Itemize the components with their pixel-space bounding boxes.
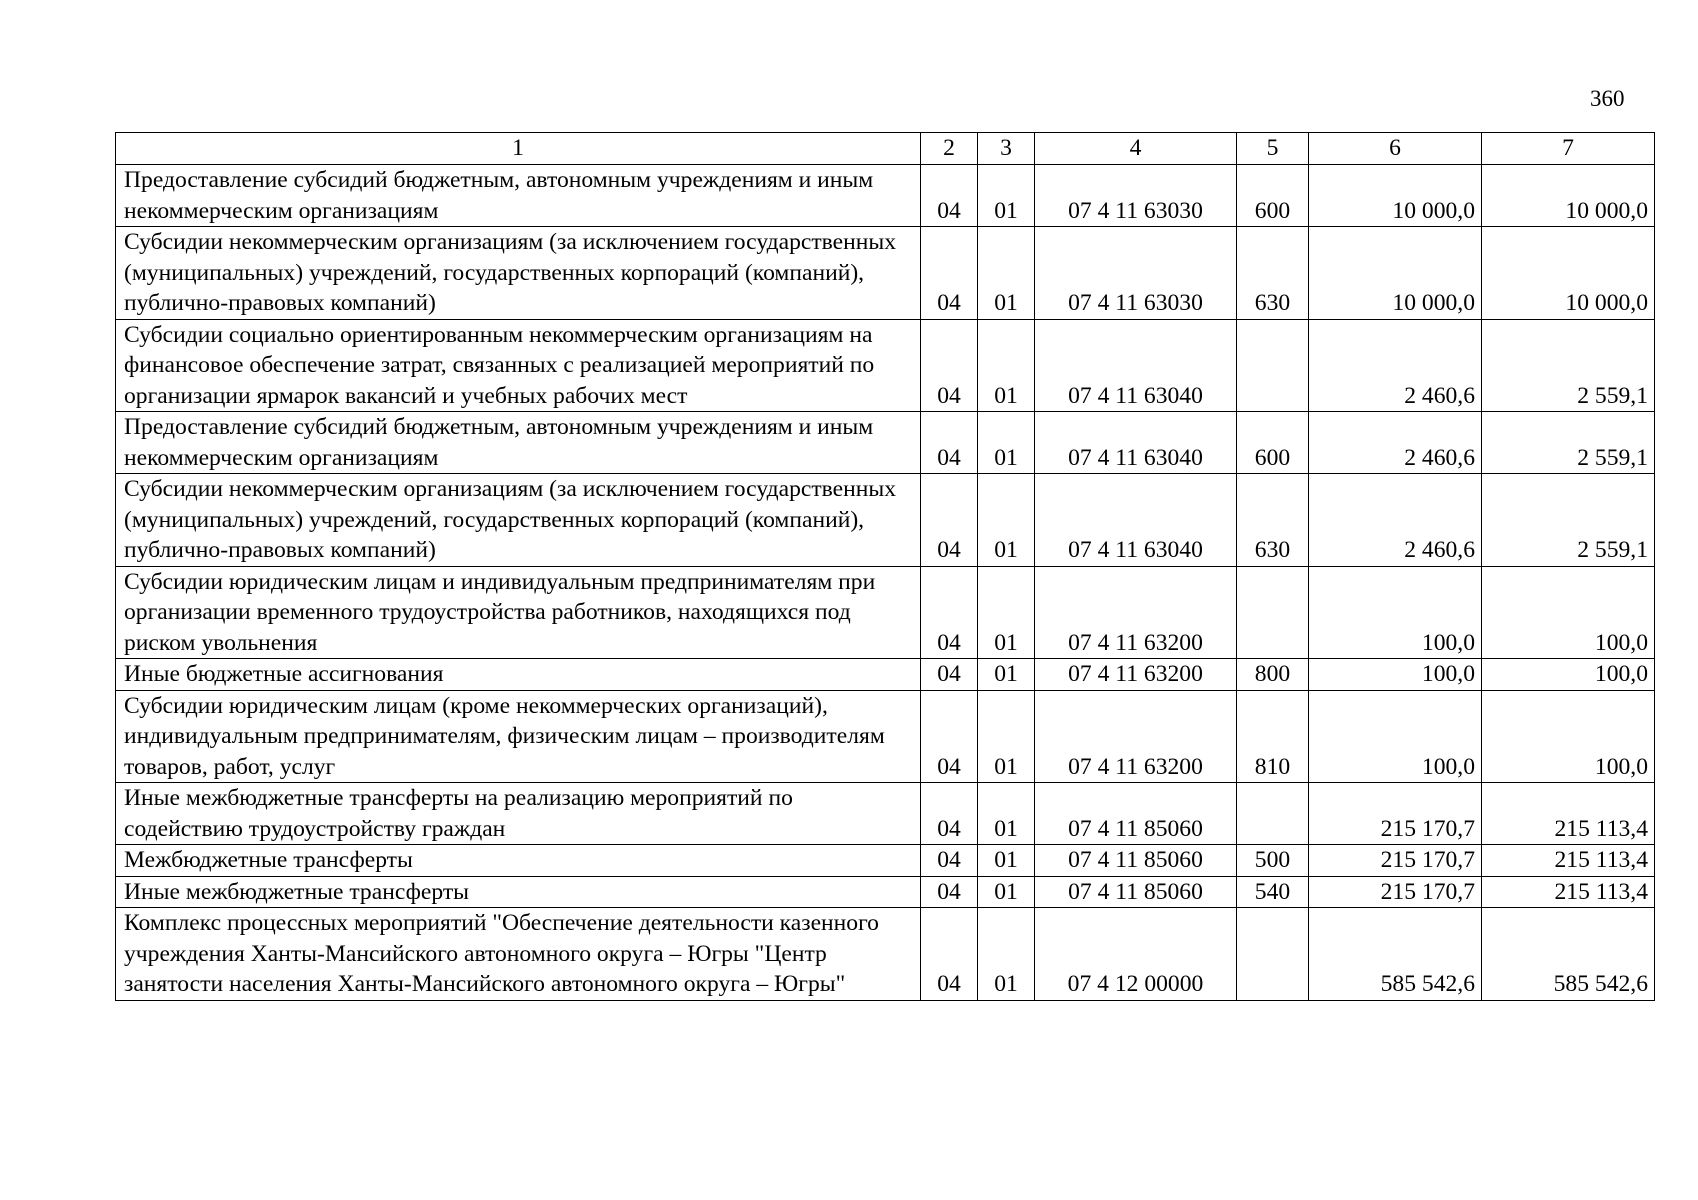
subsection-code-cell: 01 xyxy=(978,876,1035,908)
target-article-cell: 07 4 11 63040 xyxy=(1035,412,1237,474)
table-row xyxy=(116,659,1655,691)
section-code-cell: 04 xyxy=(921,845,978,877)
target-article-cell: 07 4 11 85060 xyxy=(1035,783,1237,845)
subsection-code-cell: 01 xyxy=(978,845,1035,877)
target-article-cell: 07 4 11 63040 xyxy=(1035,319,1237,412)
column-header: 1 xyxy=(116,133,921,165)
amount-col7-cell: 585 542,6 xyxy=(1482,908,1655,1001)
section-code-cell: 04 xyxy=(921,227,978,320)
target-article-cell: 07 4 11 63200 xyxy=(1035,690,1237,783)
amount-col6-cell: 215 170,7 xyxy=(1309,783,1482,845)
amount-col6-cell: 100,0 xyxy=(1309,566,1482,659)
amount-col6-cell: 2 460,6 xyxy=(1309,319,1482,412)
budget-table xyxy=(115,132,1655,1001)
subsection-code-cell: 01 xyxy=(978,908,1035,1001)
row-name-cell: Предоставление субсидий бюджетным, автономным учреждениям и иным некоммерческим организациям xyxy=(116,412,921,474)
subsection-code-cell: 01 xyxy=(978,319,1035,412)
row-name-cell: Субсидии социально ориентированным некоммерческим организациям на финансовое обеспечение затрат, связанных с реализацией мероприятий по организации ярмарок вакансий и учебных рабочих мест xyxy=(116,319,921,412)
column-header: 2 xyxy=(921,133,978,165)
amount-col7-cell: 10 000,0 xyxy=(1482,165,1655,227)
subsection-code-cell: 01 xyxy=(978,412,1035,474)
subsection-code-cell: 01 xyxy=(978,165,1035,227)
subsection-code-cell: 01 xyxy=(978,690,1035,783)
target-article-cell: 07 4 11 63200 xyxy=(1035,659,1237,691)
table-row xyxy=(116,876,1655,908)
row-name-cell: Межбюджетные трансферты xyxy=(116,845,921,877)
row-name-cell: Субсидии некоммерческим организациям (за исключением государственных (муниципальных) учреждений, государственных корпораций (компаний), публично-правовых компаний) xyxy=(116,474,921,567)
amount-col7-cell: 215 113,4 xyxy=(1482,876,1655,908)
section-code-cell: 04 xyxy=(921,690,978,783)
target-article-cell: 07 4 11 63040 xyxy=(1035,474,1237,567)
amount-col7-cell: 2 559,1 xyxy=(1482,474,1655,567)
column-header: 6 xyxy=(1309,133,1482,165)
column-header: 4 xyxy=(1035,133,1237,165)
column-header: 5 xyxy=(1237,133,1309,165)
table-row xyxy=(116,474,1655,567)
amount-col7-cell: 215 113,4 xyxy=(1482,845,1655,877)
table-row xyxy=(116,319,1655,412)
table-row xyxy=(116,566,1655,659)
expense-type-cell: 630 xyxy=(1237,474,1309,567)
row-name-cell: Иные межбюджетные трансферты xyxy=(116,876,921,908)
row-name-cell: Комплекс процессных мероприятий "Обеспечение деятельности казенного учреждения Ханты-Мансийского автономного округа – Югры "Центр занятости населения Ханты-Мансийского автономного округа – Югры" xyxy=(116,908,921,1001)
amount-col6-cell: 215 170,7 xyxy=(1309,876,1482,908)
section-code-cell: 04 xyxy=(921,783,978,845)
target-article-cell: 07 4 11 63200 xyxy=(1035,566,1237,659)
expense-type-cell: 800 xyxy=(1237,659,1309,691)
page-number: 360 xyxy=(1590,86,1625,111)
table-row xyxy=(116,908,1655,1001)
expense-type-cell: 810 xyxy=(1237,690,1309,783)
target-article-cell: 07 4 11 85060 xyxy=(1035,876,1237,908)
row-name-cell: Иные межбюджетные трансферты на реализацию мероприятий по содействию трудоустройству граждан xyxy=(116,783,921,845)
amount-col7-cell: 100,0 xyxy=(1482,659,1655,691)
row-name-cell: Субсидии некоммерческим организациям (за исключением государственных (муниципальных) учреждений, государственных корпораций (компаний), публично-правовых компаний) xyxy=(116,227,921,320)
expense-type-cell: 540 xyxy=(1237,876,1309,908)
row-name-cell: Субсидии юридическим лицам и индивидуальным предпринимателям при организации временного трудоустройства работников, находящихся под риском увольнения xyxy=(116,566,921,659)
expense-type-cell: 600 xyxy=(1237,412,1309,474)
column-header: 7 xyxy=(1482,133,1655,165)
subsection-code-cell: 01 xyxy=(978,474,1035,567)
row-name-cell: Предоставление субсидий бюджетным, автономным учреждениям и иным некоммерческим организациям xyxy=(116,165,921,227)
section-code-cell: 04 xyxy=(921,876,978,908)
row-name-cell: Субсидии юридическим лицам (кроме некоммерческих организаций), индивидуальным предпринимателям, физическим лицам – производителям товаров, работ, услуг xyxy=(116,690,921,783)
target-article-cell: 07 4 11 85060 xyxy=(1035,845,1237,877)
section-code-cell: 04 xyxy=(921,165,978,227)
amount-col6-cell: 215 170,7 xyxy=(1309,845,1482,877)
amount-col6-cell: 2 460,6 xyxy=(1309,474,1482,567)
section-code-cell: 04 xyxy=(921,474,978,567)
target-article-cell: 07 4 11 63030 xyxy=(1035,165,1237,227)
section-code-cell: 04 xyxy=(921,412,978,474)
subsection-code-cell: 01 xyxy=(978,566,1035,659)
expense-type-cell xyxy=(1237,908,1309,1001)
amount-col7-cell: 100,0 xyxy=(1482,690,1655,783)
amount-col6-cell: 100,0 xyxy=(1309,690,1482,783)
amount-col6-cell: 10 000,0 xyxy=(1309,227,1482,320)
expense-type-cell: 630 xyxy=(1237,227,1309,320)
amount-col6-cell: 585 542,6 xyxy=(1309,908,1482,1001)
expense-type-cell xyxy=(1237,319,1309,412)
expense-type-cell: 600 xyxy=(1237,165,1309,227)
table-row xyxy=(116,783,1655,845)
header-row xyxy=(116,133,1655,165)
target-article-cell: 07 4 11 63030 xyxy=(1035,227,1237,320)
column-header: 3 xyxy=(978,133,1035,165)
subsection-code-cell: 01 xyxy=(978,783,1035,845)
row-name-cell: Иные бюджетные ассигнования xyxy=(116,659,921,691)
section-code-cell: 04 xyxy=(921,319,978,412)
section-code-cell: 04 xyxy=(921,908,978,1001)
amount-col6-cell: 10 000,0 xyxy=(1309,165,1482,227)
amount-col7-cell: 215 113,4 xyxy=(1482,783,1655,845)
table-row xyxy=(116,690,1655,783)
expense-type-cell xyxy=(1237,783,1309,845)
expense-type-cell: 500 xyxy=(1237,845,1309,877)
amount-col6-cell: 100,0 xyxy=(1309,659,1482,691)
table-body xyxy=(116,165,1655,1001)
expense-type-cell xyxy=(1237,566,1309,659)
table-row xyxy=(116,165,1655,227)
table-row xyxy=(116,412,1655,474)
amount-col7-cell: 2 559,1 xyxy=(1482,319,1655,412)
subsection-code-cell: 01 xyxy=(978,227,1035,320)
section-code-cell: 04 xyxy=(921,566,978,659)
amount-col6-cell: 2 460,6 xyxy=(1309,412,1482,474)
amount-col7-cell: 10 000,0 xyxy=(1482,227,1655,320)
target-article-cell: 07 4 12 00000 xyxy=(1035,908,1237,1001)
amount-col7-cell: 2 559,1 xyxy=(1482,412,1655,474)
table-row xyxy=(116,845,1655,877)
section-code-cell: 04 xyxy=(921,659,978,691)
amount-col7-cell: 100,0 xyxy=(1482,566,1655,659)
table-row xyxy=(116,227,1655,320)
subsection-code-cell: 01 xyxy=(978,659,1035,691)
